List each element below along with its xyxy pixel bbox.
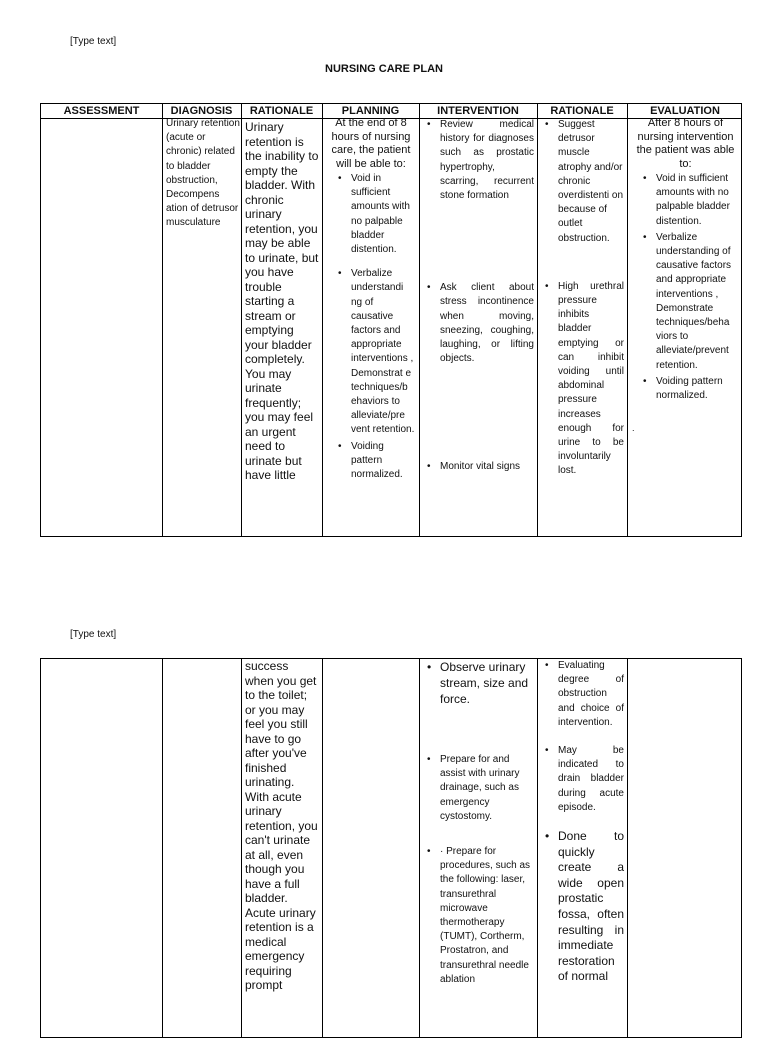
column-divider [537, 659, 538, 1037]
column-header-evaluation: EVALUATION [650, 105, 720, 117]
column-divider [241, 659, 242, 1037]
intervention-item: • Review medical history for diagnoses such as prostatic hypertrophy, scarring, recurrent stone formation [422, 118, 534, 203]
column-header-assessment: ASSESSMENT [63, 105, 140, 117]
rationale-item: • Suggest detrusor muscle atrophy and/or chronic overdistenti on because of outlet obstruction. [540, 118, 624, 246]
intervention-cell-continued [422, 659, 534, 987]
column-divider [241, 104, 242, 536]
column-divider [419, 659, 420, 1037]
intervention-item: • Prepare for and assist with urinary drainage, such as emergency cystostomy. [422, 753, 534, 824]
planning-item: • Void in sufficient amounts with no palpable bladder distention. [333, 172, 417, 257]
rationale-cell-continued: success when you get to the toilet; or you may feel you still have to go after you've finished urinating. With acute urinary retention, you can't urinate at all, even though you have a full bladder. Acute urinary retention is a medical emergency requiring prompt [245, 659, 318, 992]
evaluation-intro: After 8 hours of nursing intervention the patient was able to: [636, 117, 735, 170]
column-divider [322, 104, 323, 536]
rationale-item: • Evaluating degree of obstruction and choice of intervention. [540, 659, 624, 730]
care-plan-table-page1 [40, 103, 742, 537]
stray-mark: . [632, 423, 635, 433]
column-header-intervention: INTERVENTION [437, 105, 519, 117]
evaluation-item: • Voiding pattern normalized. [638, 375, 741, 403]
planning-item: • Voiding pattern normalized. [333, 440, 417, 483]
document-title: NURSING CARE PLAN [325, 63, 443, 75]
intervention-item: • Monitor vital signs [422, 460, 534, 474]
intervention-item: • Ask client about stress incontinence when moving, sneezing, coughing, laughing, or lifting objects. [422, 281, 534, 366]
column-divider [537, 104, 538, 536]
rationale-2-cell [540, 118, 624, 479]
header-text-page2: [Type text] [70, 629, 117, 640]
column-divider [627, 104, 628, 536]
rationale-cell: Urinary retention is the inability to empty the bladder. With chronic urinary retention, you may be able to urinate, but you have trouble starting a stream or emptying your bladder completely. You may urinate frequently; you may feel an urgent need to urinate but have little [245, 120, 319, 482]
rationale-item: • High urethral pressure inhibits bladder emptying or can inhibit voiding until abdominal pressure increases enough for urine to be involuntarily lost. [540, 280, 624, 479]
planning-intro: At the end of 8 hours of nursing care, the patient will be able to: [331, 117, 411, 170]
column-header-planning: PLANNING [341, 105, 400, 117]
header-text: [Type text] [70, 36, 117, 47]
planning-item: • Verbalize understandi ng of causative factors and appropriate interventions , Demonstrat e techniques/b ehaviors to alleviate/pre vent retention. [333, 267, 417, 437]
column-divider [627, 659, 628, 1037]
column-divider [322, 659, 323, 1037]
column-divider [162, 104, 163, 536]
planning-cell [325, 117, 417, 482]
column-header-rationale: RATIONALE [249, 105, 314, 117]
diagnosis-cell: Urinary retention (acute or chronic) related to bladder obstruction, Decompens ation of detrusor musculature [166, 118, 240, 229]
column-divider [162, 659, 163, 1037]
rationale-2-cell-continued [540, 659, 624, 985]
column-divider [419, 104, 420, 536]
intervention-item: • Observe urinary stream, size and force. [422, 659, 534, 707]
column-header-rationale-2: RATIONALE [550, 105, 614, 117]
care-plan-table-page2 [40, 658, 742, 1038]
evaluation-cell [630, 117, 741, 433]
column-header-diagnosis: DIAGNOSIS [170, 105, 233, 117]
intervention-cell [422, 118, 534, 475]
evaluation-item: • Void in sufficient amounts with no palpable bladder distention. [638, 172, 741, 229]
rationale-item: • Done to quickly create a wide open prostatic fossa, often resulting in immediate restoration of normal [540, 829, 624, 985]
rationale-item: • May be indicated to drain bladder during acute episode. [540, 744, 624, 815]
intervention-item: • · Prepare for procedures, such as the following: laser, transurethral microwave thermotherapy (TUMT), Cortherm, Prostatron, and transurethral needle ablation [422, 845, 534, 987]
evaluation-item: • Verbalize understanding of causative factors and appropriate interventions , Demonstrate techniques/beha viors to alleviate/prevent retention. [638, 231, 741, 373]
